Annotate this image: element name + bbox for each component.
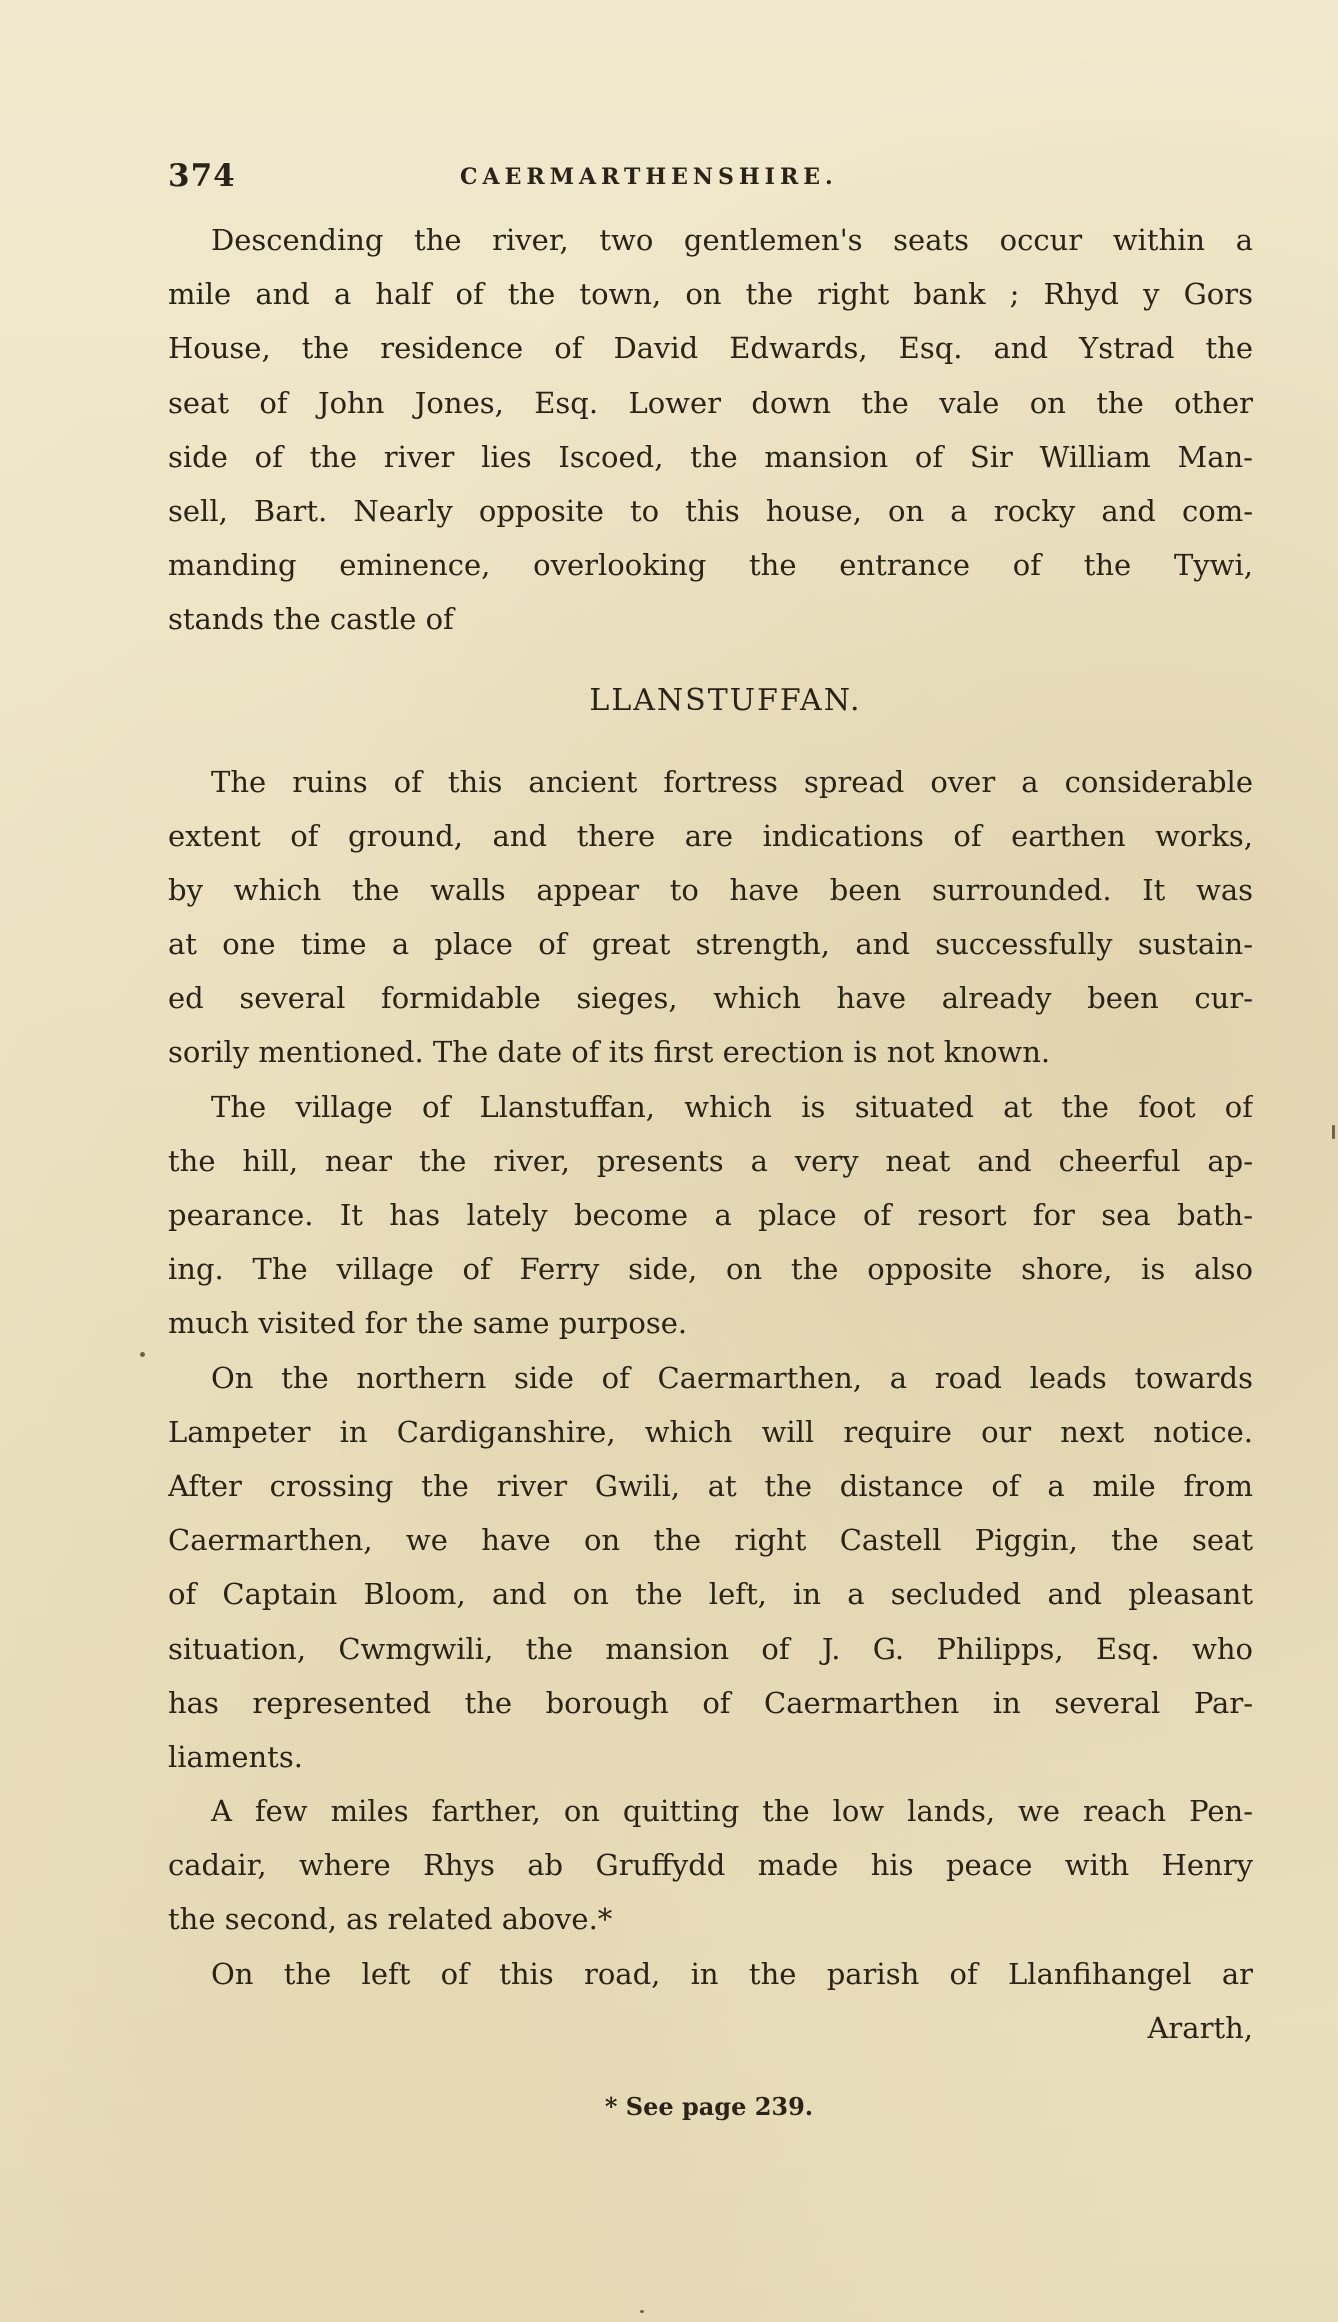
- text-line: the second, as related above.*: [168, 1902, 613, 1937]
- text-line: Descending the river, two gentlemen's seats occur within a: [211, 223, 1253, 257]
- text-line: On the northern side of Caermarthen, a road leads towards: [211, 1360, 1253, 1395]
- text-line: stands the castle of: [168, 602, 454, 637]
- text-line: seat of John Jones, Esq. Lower down the vale on the other: [168, 385, 1253, 420]
- section-heading: [168, 647, 1253, 755]
- text-line: situation, Cwmgwili, the mansion of J. G. Philipps, Esq. who: [168, 1631, 1253, 1666]
- footnote: [0, 2092, 1338, 2121]
- body-text: [168, 213, 1253, 2055]
- page-number: 374: [168, 158, 236, 194]
- text-line: ing. The village of Ferry side, on the opposite shore, is also: [168, 1252, 1253, 1287]
- text-line: ed several formidable sieges, which have already been cur-: [168, 981, 1253, 1016]
- text-line: the hill, near the river, presents a very neat and cheerful ap-: [168, 1143, 1253, 1178]
- catchword: Ararth,: [1147, 2010, 1253, 2045]
- text-line: pearance. It has lately become a place of resort for sea bath-: [168, 1198, 1253, 1232]
- page-header: [168, 158, 1218, 198]
- text-line: The village of Llanstuffan, which is situated at the foot of: [211, 1089, 1253, 1124]
- text-line: cadair, where Rhys ab Gruffydd made his peace with Henry: [168, 1848, 1253, 1883]
- text-line: extent of ground, and there are indications of earthen works,: [168, 818, 1253, 853]
- text-line: Lampeter in Cardiganshire, which will require our next notice.: [168, 1414, 1253, 1449]
- text-line: The ruins of this ancient fortress spread over a considerable: [211, 764, 1253, 799]
- text-line: much visited for the same purpose.: [168, 1306, 688, 1341]
- paragraph-6: [168, 1947, 1253, 2055]
- footnote-text: * See page 239.: [604, 2092, 814, 2121]
- text-line: at one time a place of great strength, and successfully sustain-: [168, 927, 1253, 962]
- text-line: has represented the borough of Caermarthen in several Par-: [168, 1685, 1253, 1720]
- text-line: manding eminence, overlooking the entrance of the Tywi,: [168, 548, 1253, 583]
- text-line: sorily mentioned. The date of its first erection is not known.: [168, 1035, 1051, 1070]
- text-line: House, the residence of David Edwards, Esq. and Ystrad the: [168, 331, 1253, 366]
- text-line: by which the walls appear to have been surrounded. It was: [168, 872, 1253, 907]
- text-line: mile and a half of the town, on the right bank ; Rhyd y Gors: [168, 277, 1253, 312]
- text-line: liaments.: [168, 1739, 303, 1774]
- text-line: side of the river lies Iscoed, the mansion of Sir William Man-: [168, 439, 1253, 474]
- text-line: of Captain Bloom, and on the left, in a secluded and pleasant: [168, 1577, 1253, 1612]
- text-line: Caermarthen, we have on the right Castell Piggin, the seat: [168, 1523, 1253, 1558]
- text-line: After crossing the river Gwili, at the distance of a mile from: [168, 1468, 1253, 1503]
- paper-speck: [640, 2310, 644, 2313]
- text-line: sell, Bart. Nearly opposite to this house, on a rocky and com-: [168, 493, 1253, 528]
- running-head: CAERMARTHENSHIRE.: [460, 164, 838, 190]
- paper-speck: [140, 1352, 145, 1357]
- paper-speck: [1332, 1125, 1335, 1139]
- paragraph-2: [168, 755, 1253, 1080]
- paragraph-4: [168, 1351, 1253, 1785]
- paragraph-5: [168, 1784, 1253, 1947]
- text-line: A few miles farther, on quitting the low lands, we reach Pen-: [211, 1794, 1253, 1829]
- section-heading-text: LLANSTUFFAN.: [589, 682, 862, 718]
- paragraph-1: [168, 213, 1253, 647]
- text-line: On the left of this road, in the parish of Llanfihangel ar: [211, 1956, 1253, 1991]
- paragraph-3: [168, 1080, 1253, 1351]
